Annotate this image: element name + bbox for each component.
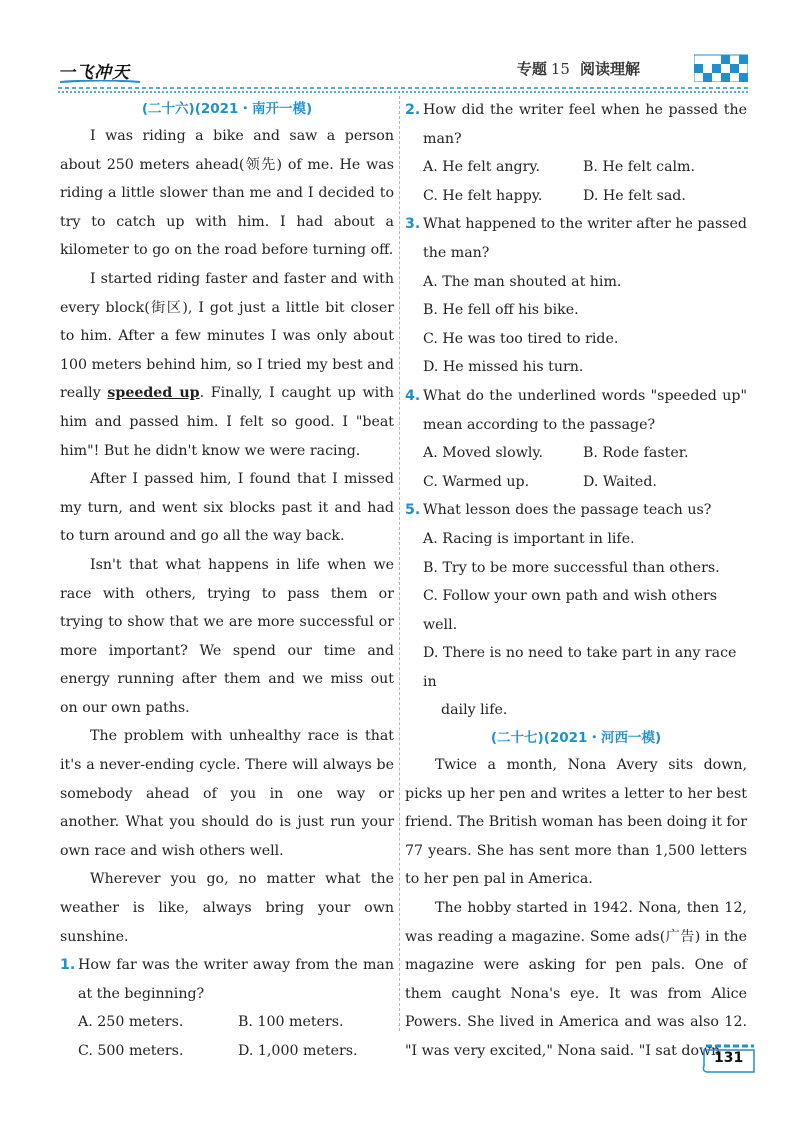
passage-paragraph: The problem with unhealthy race is that it's a never-ending cycle. There will always be somebody ahead of you in one way or another. What you should do is just run your own race and wish others well. xyxy=(60,728,394,859)
passage-paragraph: I was riding a bike and saw a person about 250 meters ahead(领先) of me. He was riding a little slower than me and I decided to try to catch up with him. I had about a kilometer to go on the road before turning off. xyxy=(60,128,394,259)
options-row xyxy=(405,182,747,211)
question-text: What lesson does the passage teach us? xyxy=(423,502,712,519)
option-b[interactable]: B. 100 meters. xyxy=(238,1014,344,1031)
option-c[interactable]: C. Follow your own path and wish others well. xyxy=(423,588,718,633)
option-a[interactable]: A. The man shouted at him. xyxy=(423,273,622,290)
page-number: 131 xyxy=(714,1050,744,1066)
page-header xyxy=(58,52,748,96)
option-d[interactable]: D. 1,000 meters. xyxy=(238,1043,358,1059)
options-row xyxy=(405,439,747,468)
brand-swoosh-icon xyxy=(60,80,140,84)
brand-logo: 一飞冲天 xyxy=(58,63,130,83)
options-row xyxy=(405,468,747,497)
question-text: How far was the writer away from the man at the beginning? xyxy=(78,957,394,1002)
options-row xyxy=(405,153,747,182)
question-number: 2. xyxy=(405,102,421,118)
question-4 xyxy=(405,382,747,439)
question-5 xyxy=(405,496,747,525)
chapter-title: 阅读理解 xyxy=(579,60,640,78)
chapter-heading xyxy=(517,58,640,79)
column-divider xyxy=(399,96,400,1031)
option-a[interactable]: A. Moved slowly. xyxy=(423,445,544,462)
option-c[interactable]: C. 500 meters. xyxy=(78,1043,184,1059)
option-d[interactable]: D. He felt sad. xyxy=(583,187,686,204)
left-column xyxy=(60,96,394,1066)
option-d[interactable]: D. There is no need to take part in any race in xyxy=(423,645,737,690)
question-2 xyxy=(405,96,747,153)
options-row xyxy=(60,1008,394,1037)
passage-paragraph xyxy=(60,265,394,465)
question-text: How did the writer feel when he passed the man? xyxy=(423,102,747,147)
question-text: What happened to the writer after he passed the man? xyxy=(423,216,747,261)
checker-pattern-icon xyxy=(694,52,748,82)
paragraph-text: I started riding faster and faster and with every block(街区), I got just a little bit closer to him. After a few minutes I was only about 100 meters behind him, so I tried my best and really xyxy=(60,270,394,402)
page-number-badge xyxy=(700,1040,758,1074)
chapter-label: 专题 xyxy=(516,60,547,78)
option-b[interactable]: B. He fell off his bike. xyxy=(423,302,579,319)
chapter-number: 15 xyxy=(550,60,570,78)
question-number: 5. xyxy=(405,502,421,519)
question-1 xyxy=(60,951,394,1008)
paragraph-text: . Finally, I caught up with him and passed him. I felt so good. I "beat him"! But he didn't know we were racing. xyxy=(60,385,394,459)
section-title-27: (二十七)(2021・河西一模) xyxy=(490,730,662,747)
question-number: 3. xyxy=(405,216,421,233)
option-a[interactable]: A. 250 meters. xyxy=(78,1014,184,1031)
option-a[interactable]: A. He felt angry. xyxy=(423,159,541,176)
option-c[interactable]: C. He felt happy. xyxy=(423,187,543,204)
header-divider xyxy=(58,86,748,94)
option-d[interactable]: D. He missed his turn. xyxy=(423,359,584,376)
passage-paragraph: After I passed him, I found that I missed my turn, and went six blocks past it and had to turn around and go all the way back. xyxy=(60,471,394,545)
passage-paragraph: The hobby started in 1942. Nona, then 12, was reading a magazine. Some ads(广告) in the magazine were asking for pen pals. One of them caught Nona's eye. It was from Alice Powers. She lived in America and was also 12. "I was very excited," Nona said. "I sat down xyxy=(405,900,747,1059)
question-3 xyxy=(405,210,747,267)
option-c[interactable]: C. He was too tired to ride. xyxy=(423,330,619,347)
question-number: 4. xyxy=(405,387,421,404)
option-b[interactable]: B. Try to be more successful than others. xyxy=(423,559,720,576)
section-title-26: (二十六)(2021・南开一模) xyxy=(141,101,313,117)
option-c[interactable]: C. Warmed up. xyxy=(423,473,530,490)
options-row xyxy=(60,1037,394,1066)
passage-paragraph: Wherever you go, no matter what the weather is like, always bring your own sunshine. xyxy=(60,871,394,945)
right-column xyxy=(405,96,747,1066)
option-b[interactable]: B. Rode faster. xyxy=(583,445,689,462)
passage-paragraph: Twice a month, Nona Avery sits down, picks up her pen and writes a letter to her best friend. The British woman has been doing it for 77 years. She has sent more than 1,500 letters to her pen pal in America. xyxy=(405,757,747,888)
passage-paragraph: Isn't that what happens in life when we race with others, trying to pass them or trying to show that we are more successful or more important? We spend our time and energy running after them and we miss out on our own paths. xyxy=(60,556,394,716)
question-number: 1. xyxy=(60,957,76,974)
option-a[interactable]: A. Racing is important in life. xyxy=(423,530,635,547)
option-d-continued: daily life. xyxy=(441,702,508,719)
option-d[interactable]: D. Waited. xyxy=(583,473,657,490)
option-b[interactable]: B. He felt calm. xyxy=(583,159,696,176)
underlined-words: speeded up xyxy=(107,385,200,402)
question-text: What do the underlined words "speeded up" mean according to the passage? xyxy=(423,387,747,433)
